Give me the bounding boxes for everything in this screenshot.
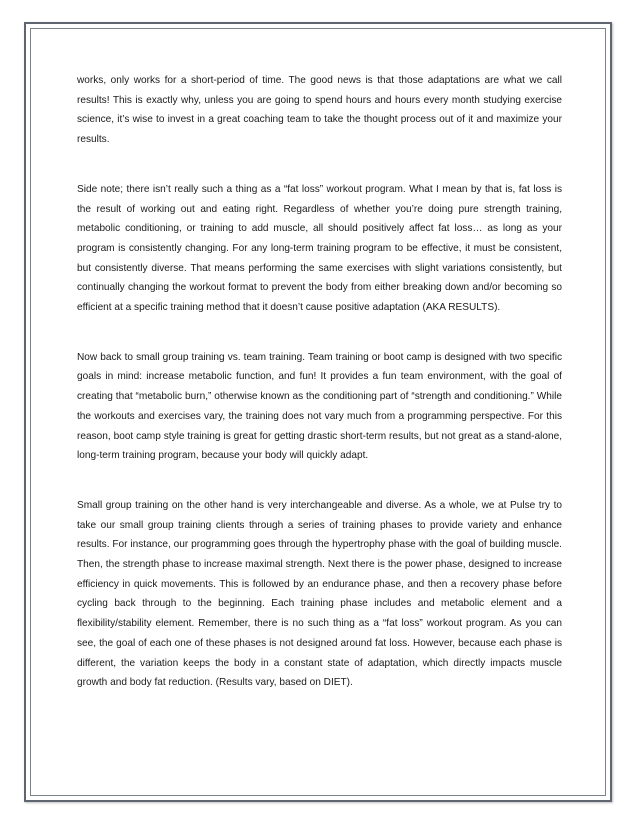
paragraph-gap xyxy=(77,150,562,180)
paragraph-gap xyxy=(77,466,562,496)
paragraph-gap xyxy=(77,318,562,348)
paragraph-4: Small group training on the other hand is very interchangeable and diverse. As a whole, we at Pulse try to take our small group training clients through a series of training phases to provide variety and enhance results. For instance, our programming goes through the hypertrophy phase with the goal of building muscle. Then, the strength phase to increase maximal strength. Next there is the power phase, designed to increase efficiency in quick movements. This is followed by an endurance phase, and then a recovery phase before cycling back through to the beginning. Each training phase includes and metabolic element and a flexibility/stability element. Remember, there is no such thing as a “fat loss” workout program. As you can see, the goal of each one of these phases is not designed around fat loss. However, because each phase is different, the variation keeps the body in a constant state of adaptation, which directly impacts muscle growth and body fat reduction. (Results vary, based on DIET). xyxy=(77,499,562,689)
paragraph-1: works, only works for a short-period of time. The good news is that those adaptations are what we call results! This is exactly why, unless you are going to spend hours and hours every month studying exercise science, it’s wise to invest in a great coaching team to take the thought process out of it and maximize your results. xyxy=(77,75,562,146)
paragraph-2: Side note; there isn’t really such a thing as a “fat loss” workout program. What I mean by that is, fat loss is the result of working out and eating right. Regardless of whether you’re doing pure strength training, metabolic conditioning, or training to add muscle, all should positively affect fat loss… as long as your program is consistently changing. For any long-term training program to be effective, it must be consistent, but consistently diverse. That means performing the same exercises with slight variations consistently, but continually changing the workout format to prevent the body from either breaking down and/or becoming so efficient at a specific training method that it doesn’t cause positive adaptation (AKA RESULTS). xyxy=(77,183,562,314)
document-body xyxy=(77,71,562,693)
paragraph-3: Now back to small group training vs. team training. Team training or boot camp is designed with two specific goals in mind: increase metabolic function, and fun! It provides a fun team environment, with the goal of creating that “metabolic burn,” otherwise known as the conditioning part of “strength and conditioning.” While the workouts and exercises vary, the training does not vary much from a programming perspective. For this reason, boot camp style training is great for getting drastic short-term results, but not great as a stand-alone, long-term training program, because your body will quickly adapt. xyxy=(77,351,562,462)
